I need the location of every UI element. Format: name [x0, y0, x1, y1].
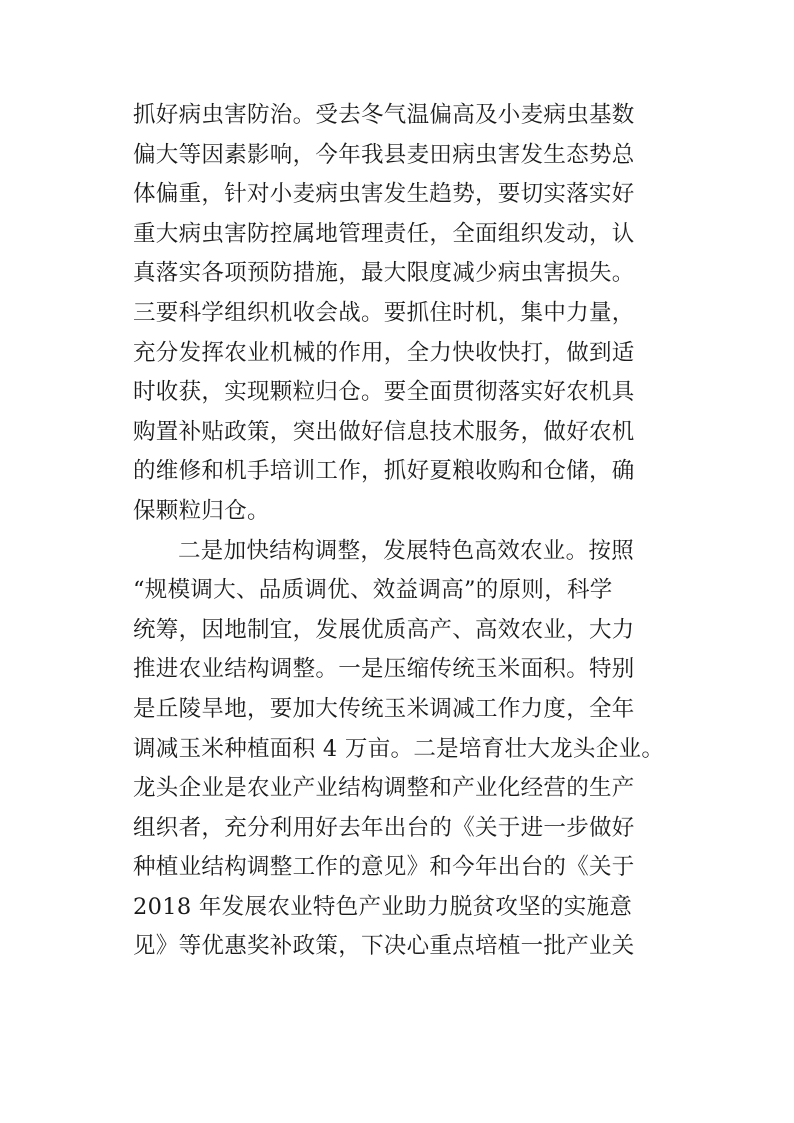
text-line: 真落实各项预防措施，最大限度减少病虫害损失。 — [133, 260, 635, 287]
text-line: 充分发挥农业机械的作用，全力快收快打，做到适 — [133, 339, 635, 366]
text-line: 见》等优惠奖补政策，下决心重点培植一批产业关 — [133, 933, 635, 960]
text-line: 种植业结构调整工作的意见》和今年出台的《关于 — [133, 854, 635, 881]
text-line: 龙头企业是农业产业结构调整和产业化经营的生产 — [133, 775, 635, 802]
text-line: 时收获，实现颗粒归仓。要全面贯彻落实好农机具 — [133, 379, 635, 406]
text-line: 购置补贴政策，突出做好信息技术服务，做好农机 — [133, 418, 635, 445]
text-line: 组织者，充分利用好去年出台的《关于进一步做好 — [133, 814, 635, 841]
text-line: 三要科学组织机收会战。要抓住时机，集中力量， — [133, 299, 635, 326]
text-line: 抓好病虫害防治。受去冬气温偏高及小麦病虫基数 — [133, 102, 635, 128]
text-line: 的维修和机手培训工作，抓好夏粮收购和仓储，确 — [133, 458, 635, 485]
text-line: 偏大等因素影响，今年我县麦田病虫害发生态势总 — [133, 141, 635, 168]
text-line: 是丘陵旱地，要加大传统玉米调减工作力度，全年 — [133, 695, 635, 722]
text-line: 体偏重，针对小麦病虫害发生趋势，要切实落实好 — [133, 181, 635, 208]
paragraph-start-line: 二是加快结构调整，发展特色高效农业。按照 — [178, 537, 635, 564]
text-line: “规模调大、品质调优、效益调高”的原则，科学 — [133, 577, 613, 604]
text-line: 调减玉米种植面积 4 万亩。二是培育壮大龙头企业。 — [133, 735, 665, 762]
text-line: 推进农业结构调整。一是压缩传统玉米面积。特别 — [133, 656, 635, 683]
text-line: 重大病虫害防控属地管理责任，全面组织发动，认 — [133, 220, 635, 247]
document-body — [133, 96, 693, 967]
text-line: 2018 年发展农业特色产业助力脱贫攻坚的实施意 — [133, 893, 633, 920]
text-line: 保颗粒归仓。 — [133, 497, 270, 524]
text-line: 统筹，因地制宜，发展优质高产、高效农业，大力 — [133, 616, 635, 643]
